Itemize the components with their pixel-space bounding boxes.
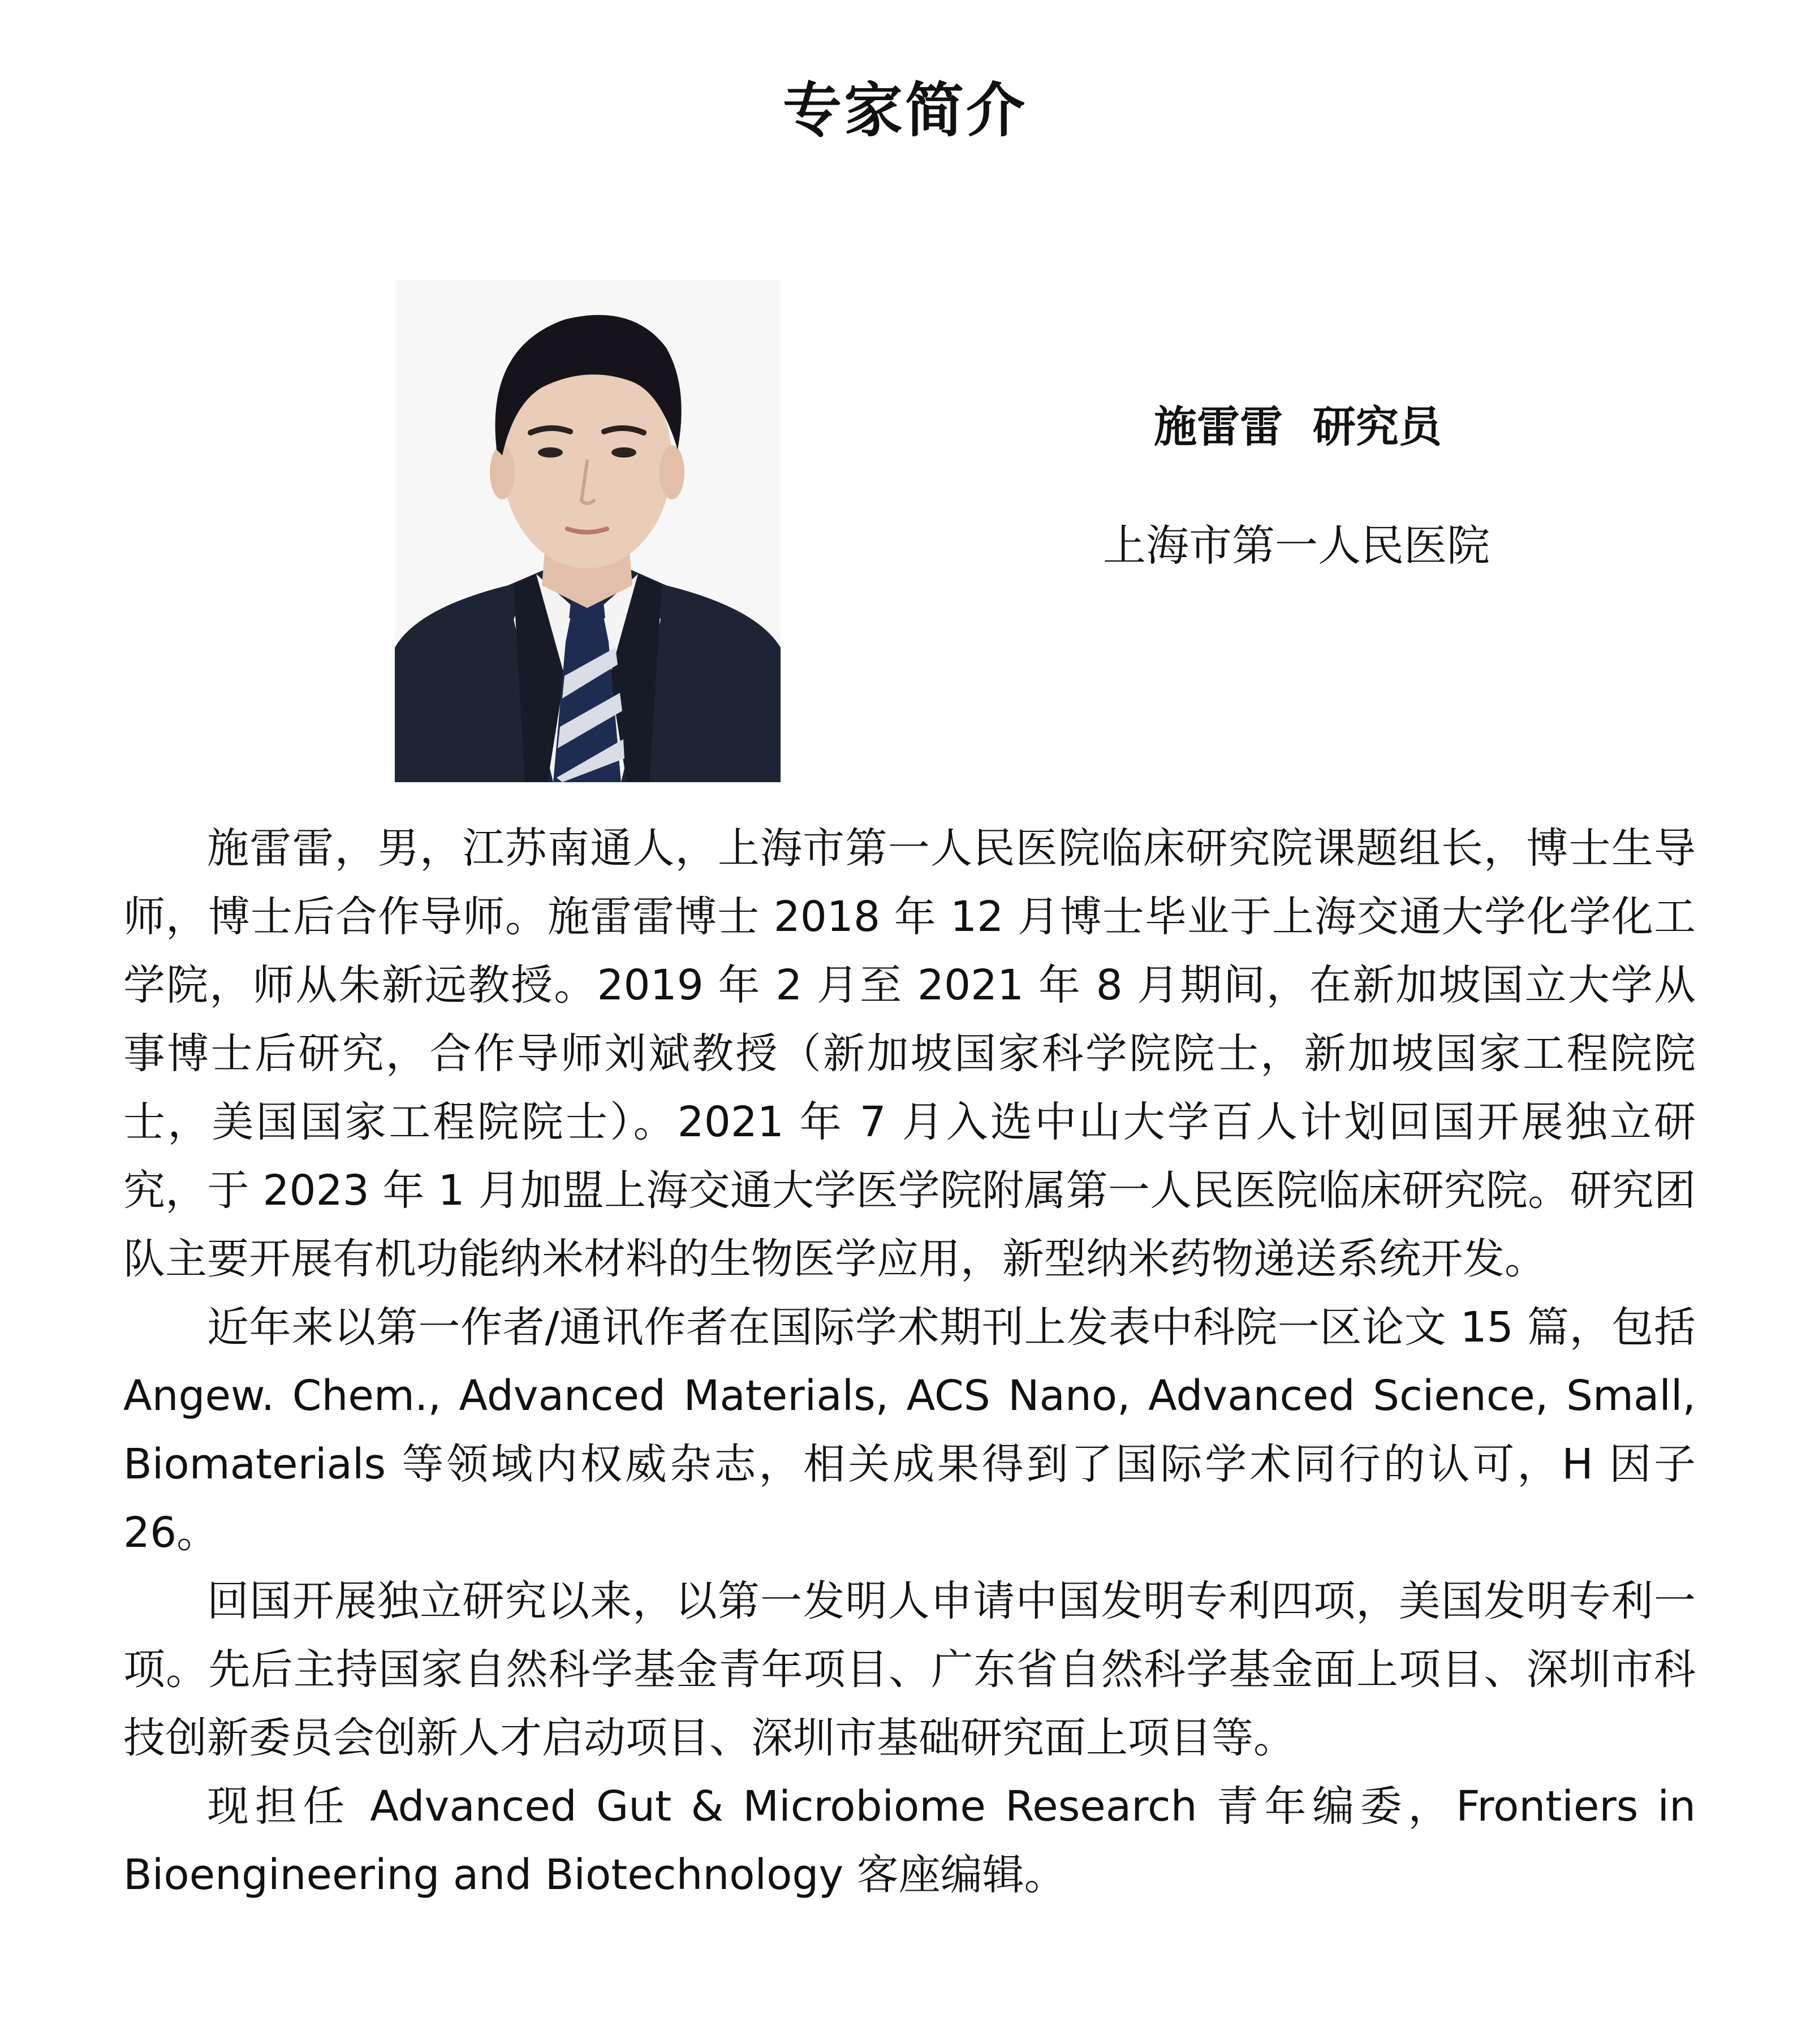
expert-affiliation: 上海市第一人民医院 [1103, 520, 1490, 571]
expert-name: 施雷雷 研究员 [1154, 402, 1442, 452]
portrait-illustration [395, 280, 781, 782]
bio-paragraph-background: 施雷雷，男，江苏南通人，上海市第一人民医院临床研究院课题组长，博士生导师，博士后合作导师。施雷雷博士 2018 年 12 月博士毕业于上海交通大学化学化工学院，师从朱新远教授。2019 年 2 月至 2021 年 8 月期间，在新加坡国立大学从事博士后研究，合作导师刘斌教授（新加坡国家科学院院士，新加坡国家工程院院士，美国国家工程院院士）。2021 年 7 月入选中山大学百人计划回国开展独立研究，于 2023 年 1 月加盟上海交通大学医学院附属第一人民医院临床研究院。研究团队主要开展有机功能纳米材料的生物医学应用，新型纳米药物递送系统开发。 [123, 824, 1696, 1283]
bio-paragraph-grants: 回国开展独立研究以来，以第一发明人申请中国发明专利四项，美国发明专利一项。先后主持国家自然科学基金青年项目、广东省自然科学基金面上项目、深圳市科技创新委员会创新人才启动项目、深圳市基础研究面上项目等。 [123, 1577, 1696, 1762]
bio-paragraph-editorial: 现担任 Advanced Gut & Microbiome Research 青年编委，Frontiers in Bioengineering and Biotechnology 客座编辑。 [123, 1782, 1696, 1899]
bio-section [123, 814, 1696, 1909]
bio-paragraph-publications: 近年来以第一作者/通讯作者在国际学术期刊上发表中科院一区论文 15 篇，包括 Angew. Chem., Advanced Materials, ACS Nano, Advanced Science, Small, Biomaterials 等领域内权威杂志，相关成果得到了国际学术同行的认可，H 因子 26。 [123, 1303, 1696, 1557]
page-title: 专家简介 [782, 76, 1027, 145]
expert-portrait [395, 280, 781, 782]
